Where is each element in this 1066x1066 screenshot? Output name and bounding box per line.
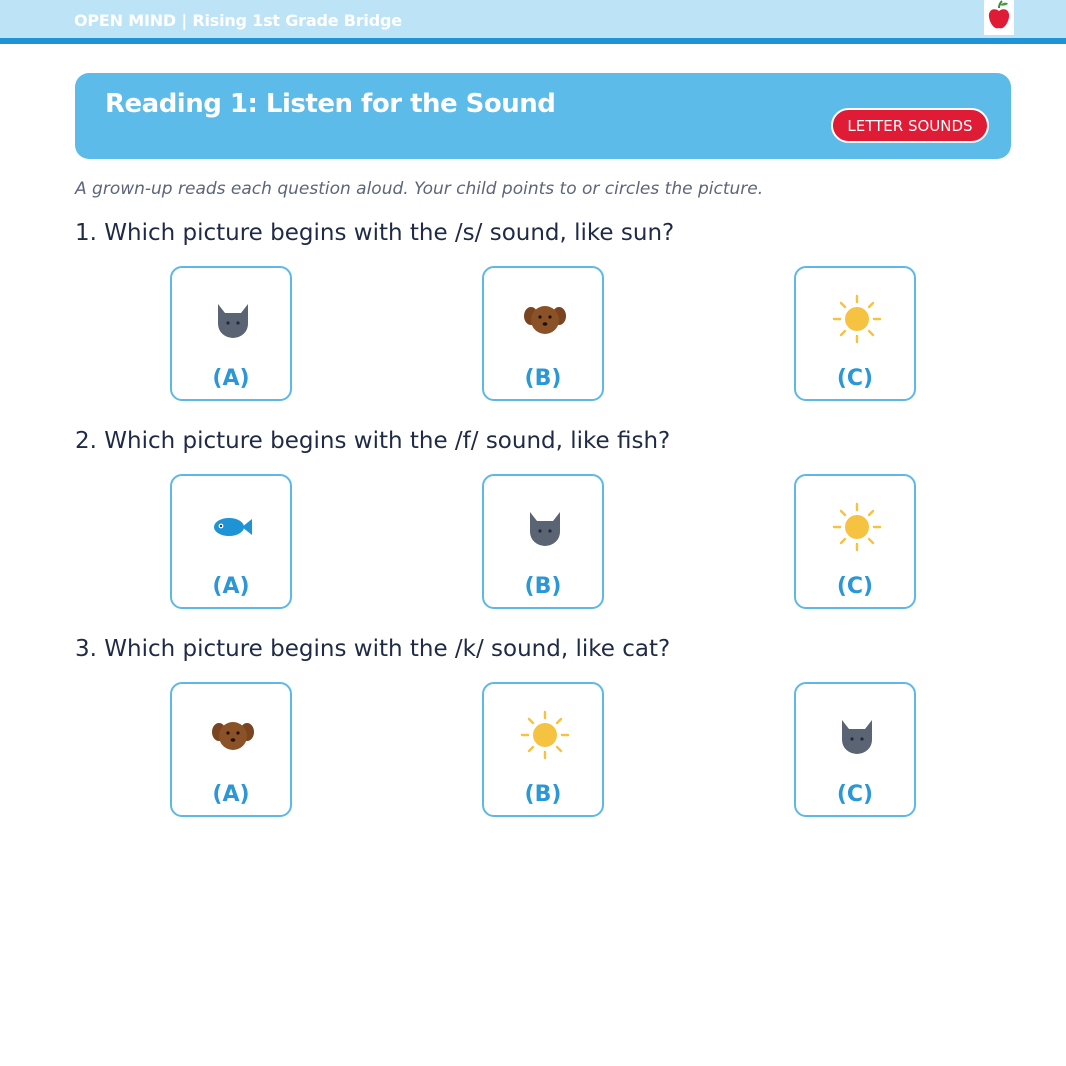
sun-icon — [832, 294, 882, 344]
topic-badge: LETTER SOUNDS — [831, 108, 989, 143]
option-label: (A) — [212, 782, 250, 807]
answer-option-2b[interactable] — [482, 474, 604, 609]
sun-icon — [520, 710, 570, 760]
sun-icon — [832, 502, 882, 552]
page-title: Reading 1: Listen for the Sound — [105, 89, 556, 119]
dog-icon — [208, 710, 258, 760]
answer-option-1a[interactable] — [170, 266, 292, 401]
option-label: (B) — [524, 366, 562, 391]
option-label: (C) — [836, 574, 874, 599]
question-1: 1. Which picture begins with the /s/ sound, like sun? — [75, 220, 675, 246]
answer-option-3c[interactable] — [794, 682, 916, 817]
answer-option-3b[interactable] — [482, 682, 604, 817]
option-label: (C) — [836, 782, 874, 807]
answer-option-1c[interactable] — [794, 266, 916, 401]
option-label: (B) — [524, 574, 562, 599]
option-label: (B) — [524, 782, 562, 807]
title-banner — [75, 73, 1011, 159]
cat-icon — [832, 710, 882, 760]
fish-icon — [208, 502, 258, 552]
instructions: A grown-up reads each question aloud. Your child points to or circles the picture. — [75, 179, 764, 199]
header-bar — [0, 0, 1066, 44]
apple-icon — [984, 0, 1014, 35]
option-label: (C) — [836, 366, 874, 391]
header-title: OPEN MIND | Rising 1st Grade Bridge — [74, 11, 402, 30]
option-label: (A) — [212, 366, 250, 391]
cat-icon — [520, 502, 570, 552]
answer-option-2c[interactable] — [794, 474, 916, 609]
question-2: 2. Which picture begins with the /f/ sound, like fish? — [75, 428, 671, 454]
answer-option-2a[interactable] — [170, 474, 292, 609]
cat-icon — [208, 294, 258, 344]
answer-option-3a[interactable] — [170, 682, 292, 817]
dog-icon — [520, 294, 570, 344]
question-3: 3. Which picture begins with the /k/ sound, like cat? — [75, 636, 671, 662]
option-label: (A) — [212, 574, 250, 599]
answer-option-1b[interactable] — [482, 266, 604, 401]
